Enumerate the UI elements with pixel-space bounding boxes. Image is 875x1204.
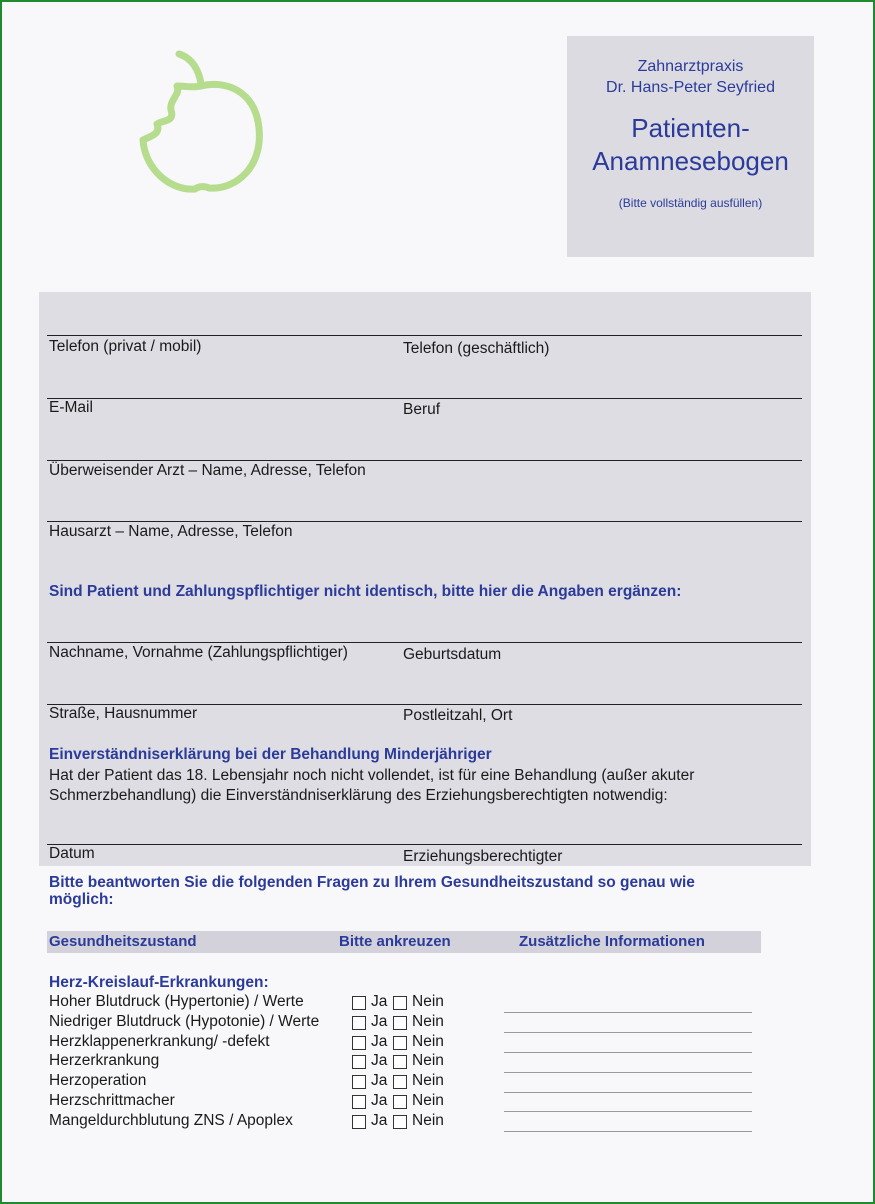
yes-checkbox[interactable] <box>352 1095 366 1109</box>
practice-header <box>567 36 814 257</box>
col-additional-info: Zusätzliche Informationen <box>519 933 705 950</box>
health-table-header <box>47 931 761 953</box>
yes-label: Ja <box>371 1112 388 1129</box>
payer-postal-label: Postleitzahl, Ort <box>403 707 513 724</box>
yes-label: Ja <box>371 993 388 1010</box>
yes-label: Ja <box>371 1052 388 1069</box>
row-label: Herzschrittmacher <box>49 1092 175 1109</box>
consent-guardian-label: Erziehungsberechtigter <box>403 848 563 865</box>
email-label: E-Mail <box>49 399 93 416</box>
info-field[interactable] <box>504 1092 752 1093</box>
yes-checkbox[interactable] <box>352 1075 366 1089</box>
row-label: Niedriger Blutdruck (Hypotonie) / Werte <box>49 1013 320 1030</box>
info-field[interactable] <box>504 1052 752 1053</box>
payer-birthdate-label: Geburtsdatum <box>403 646 502 663</box>
yes-checkbox[interactable] <box>352 1055 366 1069</box>
title-line-2: Anamnesebogen <box>592 146 789 176</box>
payer-name-line[interactable] <box>47 642 802 643</box>
phone-line[interactable] <box>47 335 802 336</box>
family-doctor-label: Hausarzt – Name, Adresse, Telefon <box>49 523 293 540</box>
referring-doctor-line[interactable] <box>47 460 802 461</box>
consent-signature-line[interactable] <box>47 844 802 845</box>
fill-note: (Bitte vollständig ausfüllen) <box>618 196 763 210</box>
info-field[interactable] <box>504 1072 752 1073</box>
health-row <box>49 1052 159 1071</box>
consent-heading: Einverständniserklärung bei der Behandlung Minderjähriger <box>49 746 492 763</box>
info-field[interactable] <box>504 1111 752 1112</box>
yes-checkbox[interactable] <box>352 1115 366 1129</box>
no-checkbox[interactable] <box>393 1075 407 1089</box>
health-row <box>49 1092 175 1111</box>
health-row <box>49 1072 146 1091</box>
consent-text-line-1: Hat der Patient das 18. Lebensjahr noch nicht vollendet, ist für eine Behandlung (außer akuter <box>49 767 695 784</box>
family-doctor-line[interactable] <box>47 521 802 522</box>
no-label: Nein <box>412 1033 444 1050</box>
col-tick: Bitte ankreuzen <box>339 933 451 950</box>
profession-label: Beruf <box>403 401 441 418</box>
consent-date-label: Datum <box>49 845 95 862</box>
no-label: Nein <box>412 1052 444 1069</box>
yes-label: Ja <box>371 1072 388 1089</box>
consent-text-line-2: Schmerzbehandlung) die Einverständniserklärung des Erziehungsberechtigten notwendig: <box>49 787 668 804</box>
title-line-1: Patienten- <box>631 113 750 143</box>
no-label: Nein <box>412 1112 444 1129</box>
yes-label: Ja <box>371 1092 388 1109</box>
practice-line-2: Dr. Hans-Peter Seyfried <box>606 79 775 96</box>
no-checkbox[interactable] <box>393 1055 407 1069</box>
phone-private-label: Telefon (privat / mobil) <box>49 338 202 355</box>
bitten-apple-icon <box>137 50 267 200</box>
payer-name-label: Nachname, Vornahme (Zahlungspflichtiger) <box>49 644 348 661</box>
health-row <box>49 1112 293 1131</box>
practice-name <box>567 56 814 98</box>
no-label: Nein <box>412 1072 444 1089</box>
yes-label: Ja <box>371 1013 388 1030</box>
payer-heading: Sind Patient und Zahlungspflichtiger nicht identisch, bitte hier die Angaben ergänzen: <box>49 583 682 600</box>
no-checkbox[interactable] <box>393 1095 407 1109</box>
form-title <box>567 112 814 178</box>
no-label: Nein <box>412 1092 444 1109</box>
row-label: Herzerkrankung <box>49 1052 160 1069</box>
health-row <box>49 1013 319 1032</box>
phone-business-label: Telefon (geschäftlich) <box>403 340 550 357</box>
email-line[interactable] <box>47 398 802 399</box>
payer-street-label: Straße, Hausnummer <box>49 705 198 722</box>
no-checkbox[interactable] <box>393 1016 407 1030</box>
info-field[interactable] <box>504 1032 752 1033</box>
col-health-status: Gesundheitszustand <box>49 933 197 950</box>
row-label: Hoher Blutdruck (Hypertonie) / Werte <box>49 993 304 1010</box>
row-label: Mangeldurchblutung ZNS / Apoplex <box>49 1112 293 1129</box>
no-label: Nein <box>412 993 444 1010</box>
cardio-section-heading: Herz-Kreislauf-Erkrankungen: <box>49 974 269 991</box>
referring-doctor-label: Überweisender Arzt – Name, Adresse, Telefon <box>49 462 366 479</box>
yes-checkbox[interactable] <box>352 1036 366 1050</box>
questions-intro-line-1: Bitte beantworten Sie die folgenden Fragen zu Ihrem Gesundheitszustand so genau wie <box>49 874 695 891</box>
yes-checkbox[interactable] <box>352 996 366 1010</box>
yes-checkbox[interactable] <box>352 1016 366 1030</box>
info-field[interactable] <box>504 1131 752 1132</box>
no-checkbox[interactable] <box>393 996 407 1010</box>
no-checkbox[interactable] <box>393 1115 407 1129</box>
row-label: Herzklappenerkrankung/ -defekt <box>49 1033 270 1050</box>
health-row <box>49 1033 270 1052</box>
no-checkbox[interactable] <box>393 1036 407 1050</box>
no-label: Nein <box>412 1013 444 1030</box>
health-row <box>49 993 304 1012</box>
questions-intro-line-2: möglich: <box>49 891 114 908</box>
practice-line-1: Zahnarztpraxis <box>637 58 744 75</box>
info-field[interactable] <box>504 1012 752 1013</box>
yes-label: Ja <box>371 1033 388 1050</box>
row-label: Herzoperation <box>49 1072 147 1089</box>
